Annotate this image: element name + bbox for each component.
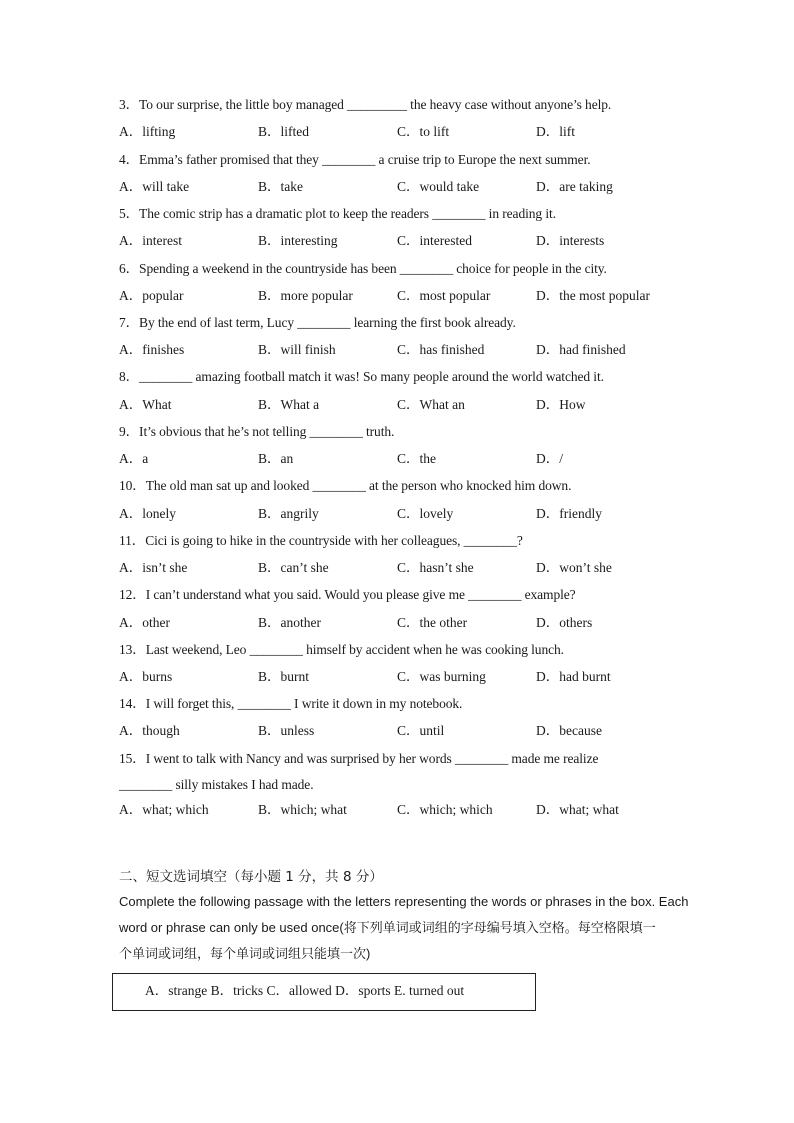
instruction-line: Complete the following passage with the letters representing the words or phrases in the box. Each [119, 894, 689, 909]
option-d: D．lift [536, 124, 575, 139]
option-d: D．because [536, 723, 602, 738]
option-a: A．though [119, 723, 180, 738]
option-d: D．interests [536, 233, 605, 248]
option-b: B．another [258, 615, 321, 630]
option-c: C．has finished [397, 342, 485, 357]
option-a: A．burns [119, 669, 173, 684]
option-c: C．was burning [397, 669, 486, 684]
word-box-options: A．strange B．tricks C．allowed D．sports E. turned out [145, 983, 465, 998]
question-stem: 7．By the end of last term, Lucy ________ learning the first book already. [119, 315, 516, 330]
option-d: D．had finished [536, 342, 626, 357]
question-stem: 3．To our surprise, the little boy managed _________ the heavy case without anyone’s help. [119, 97, 612, 112]
option-d: D．/ [536, 451, 563, 466]
option-a: A．other [119, 615, 170, 630]
option-d: D．won’t she [536, 560, 612, 575]
option-d: D．friendly [536, 506, 602, 521]
option-c: C．would take [397, 179, 480, 194]
word-box [112, 973, 536, 1011]
question-stem: 10．The old man sat up and looked ________ at the person who knocked him down. [119, 478, 572, 493]
option-b: B．an [258, 451, 294, 466]
option-c: C．hasn’t she [397, 560, 474, 575]
option-b: B．which; what [258, 802, 347, 817]
option-b: B．can’t she [258, 560, 329, 575]
option-d: D．had burnt [536, 669, 611, 684]
section-heading: 二、短文选词填空（每小题 1 分，共 8 分） [119, 869, 383, 885]
option-d: D．are taking [536, 179, 613, 194]
question-stem: 14．I will forget this, ________ I write it down in my notebook. [119, 696, 463, 711]
instruction-line: word or phrase can only be used once(将下列单词或词组的字母编号填入空格。每空格限填一 [119, 920, 656, 935]
question-stem: 8．________ amazing football match it was! So many people around the world watched it. [119, 369, 604, 384]
option-a: A．lonely [119, 506, 176, 521]
option-b: B．unless [258, 723, 315, 738]
option-a: A．popular [119, 288, 184, 303]
option-c: C．most popular [397, 288, 491, 303]
option-b: B．take [258, 179, 303, 194]
question-stem: 13．Last weekend, Leo ________ himself by accident when he was cooking lunch. [119, 642, 564, 657]
option-a: A．a [119, 451, 149, 466]
option-d: D．what; what [536, 802, 619, 817]
question-stem: 12．I can’t understand what you said. Would you please give me ________ example? [119, 587, 576, 602]
option-a: A．will take [119, 179, 190, 194]
instruction-line: 个单词或词组，每个单词或词组只能填一次) [119, 946, 371, 961]
option-a: A．interest [119, 233, 182, 248]
option-a: A．finishes [119, 342, 185, 357]
question-stem: 11．Cici is going to hike in the countryside with her colleagues, ________? [119, 533, 523, 548]
option-b: B．What a [258, 397, 320, 412]
option-d: D．the most popular [536, 288, 650, 303]
option-b: B．interesting [258, 233, 338, 248]
option-c: C．until [397, 723, 445, 738]
question-stem: 5．The comic strip has a dramatic plot to keep the readers ________ in reading it. [119, 206, 556, 221]
option-d: D．How [536, 397, 586, 412]
option-c: C．the [397, 451, 436, 466]
question-stem: 6．Spending a weekend in the countryside has been ________ choice for people in the city. [119, 261, 607, 276]
question-stem: 4．Emma’s father promised that they ________ a cruise trip to Europe the next summer. [119, 152, 591, 167]
option-d: D．others [536, 615, 593, 630]
question-stem: 9．It’s obvious that he’s not telling ________ truth. [119, 424, 395, 439]
question-stem: 15．I went to talk with Nancy and was surprised by her words ________ made me realize [119, 751, 599, 766]
option-a: A．isn’t she [119, 560, 188, 575]
option-c: C．which; which [397, 802, 493, 817]
option-b: B．lifted [258, 124, 309, 139]
option-a: A．what; which [119, 802, 209, 817]
option-c: C．to lift [397, 124, 450, 139]
question-stem-continued: ________ silly mistakes I had made. [119, 777, 314, 792]
option-c: C．lovely [397, 506, 454, 521]
option-a: A．lifting [119, 124, 176, 139]
option-b: B．will finish [258, 342, 336, 357]
option-b: B．more popular [258, 288, 353, 303]
option-c: C．the other [397, 615, 468, 630]
option-c: C．What an [397, 397, 465, 412]
option-c: C．interested [397, 233, 472, 248]
option-b: B．burnt [258, 669, 310, 684]
option-b: B．angrily [258, 506, 319, 521]
option-a: A．What [119, 397, 172, 412]
